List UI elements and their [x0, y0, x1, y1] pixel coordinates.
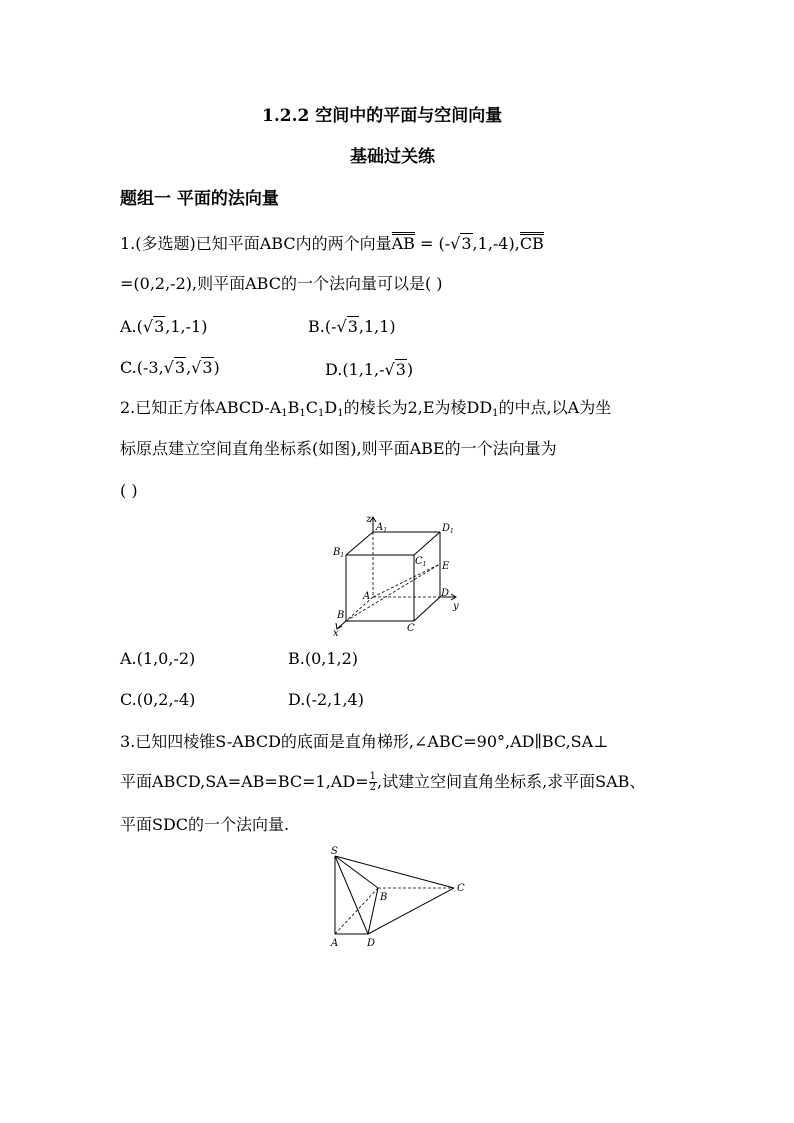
q2-s2: 1 — [299, 408, 306, 419]
q2-s3: 1 — [317, 408, 325, 419]
q1-option-c — [120, 360, 220, 376]
q2-t2: B — [287, 398, 300, 417]
q2-line-2: 标原点建立空间直角坐标系(如图),则平面ABE的一个法向量为 — [120, 439, 557, 458]
opt-a-pre: A.( — [120, 317, 143, 336]
frac-num: 1 — [369, 771, 376, 782]
vector-cb: CB — [519, 234, 544, 253]
q2-option-c: C.(0,2,-4) — [120, 690, 196, 709]
q2-t6: 的中点,以A为坐 — [498, 398, 612, 417]
opt-b-rad: 3 — [347, 317, 358, 336]
opt-d-pre: D.(1,1,- — [325, 360, 385, 379]
fig-label-b: B — [337, 610, 345, 621]
sqrt-symbol: √3 — [191, 358, 213, 377]
q2-option-a: A.(1,0,-2) — [120, 649, 196, 668]
opt-c-pre: C.(-3, — [120, 358, 164, 377]
fig-label-a1: $A_1$ — [376, 522, 388, 534]
opt-b-post: ,1,1) — [358, 317, 396, 336]
fig-label-b: B — [380, 892, 388, 903]
q2-line-1 — [120, 400, 611, 419]
opt-a-rad: 3 — [154, 317, 165, 336]
q2-t3: C — [305, 398, 318, 417]
fig-label-y: y — [453, 601, 459, 612]
fig-label-a: A — [331, 938, 339, 949]
q1-line-1 — [120, 236, 544, 252]
page-title: 1.2.2 空间中的平面与空间向量 — [262, 106, 503, 126]
q2-t5: 的棱长为2,E为棱DD — [343, 398, 493, 417]
opt-d-rad: 3 — [395, 360, 406, 379]
cube-figure — [325, 508, 475, 638]
q2-t4: D — [324, 398, 338, 417]
q1-minus: - — [444, 234, 451, 253]
fig-label-d: D — [441, 588, 450, 599]
opt-d-post: ) — [406, 360, 414, 379]
sqrt-symbol: √3 — [450, 234, 472, 253]
q1-line-2: =(0,2,-2),则平面ABC的一个法向量可以是( ) — [120, 274, 443, 293]
fig-label-c: C — [457, 883, 465, 894]
fig-label-a: A — [363, 591, 371, 602]
q3-line-2 — [120, 772, 645, 793]
q2-s4: 1 — [337, 408, 344, 419]
opt-b-pre: B.(- — [308, 317, 337, 336]
q2-t1: 2.已知正方体ABCD-A — [120, 398, 282, 417]
fig-label-c1: $C_1$ — [415, 556, 427, 568]
opt-c-rad2: 3 — [202, 358, 213, 377]
q3-t2: ,试建立空间直角坐标系,求平面SAB、 — [376, 772, 646, 791]
sqrt-symbol: √3 — [384, 360, 406, 379]
opt-c-mid: , — [186, 358, 192, 377]
vector-ab: AB — [391, 234, 415, 253]
q2-s1: 1 — [281, 408, 288, 419]
page-subtitle: 基础过关练 — [350, 147, 435, 167]
q3-line-3: 平面SDC的一个法向量. — [120, 815, 290, 834]
pyramid-figure — [322, 842, 472, 954]
fig-label-d: D — [367, 938, 376, 949]
opt-c-post: ) — [213, 358, 220, 377]
q2-line-3: ( ) — [120, 481, 138, 500]
sqrt-symbol: √3 — [336, 317, 358, 336]
q1-text: 1.(多选题)已知平面ABC内的两个向量 — [120, 234, 392, 253]
q2-option-d: D.(-2,1,4) — [288, 690, 364, 709]
fig-label-c: C — [407, 623, 415, 634]
q3-t1: 平面ABCD,SA=AB=BC=1,AD= — [120, 772, 369, 791]
sqrt-symbol: √3 — [142, 317, 165, 336]
opt-a-post: ,1,-1) — [165, 317, 208, 336]
q1-option-d — [325, 362, 413, 378]
fig-label-b1: $B_1$ — [333, 547, 345, 559]
q3-line-1: 3.已知四棱锥S-ABCD的底面是直角梯形,∠ABC=90°,AD∥BC,SA⊥ — [120, 732, 609, 751]
q2-option-b: B.(0,1,2) — [288, 649, 359, 668]
q1-option-a — [120, 319, 207, 335]
q1-eq: = ( — [414, 234, 445, 253]
section-heading: 题组一 平面的法向量 — [120, 189, 279, 209]
q1-rest: ,1,-4), — [472, 234, 520, 253]
sqrt-symbol: √3 — [163, 358, 186, 377]
q1-radicand: 3 — [461, 234, 472, 253]
q1-option-b — [308, 319, 396, 335]
fig-label-x: x — [333, 628, 339, 638]
fig-label-e: E — [442, 561, 450, 572]
q2-s5: 1 — [492, 408, 499, 419]
opt-c-rad1: 3 — [174, 358, 186, 377]
fig-label-d1: $D_1$ — [442, 523, 454, 535]
frac-den: 2 — [369, 782, 376, 793]
fig-label-s: S — [331, 846, 338, 857]
fig-label-z: z — [366, 514, 372, 525]
fraction-one-half — [369, 772, 377, 793]
